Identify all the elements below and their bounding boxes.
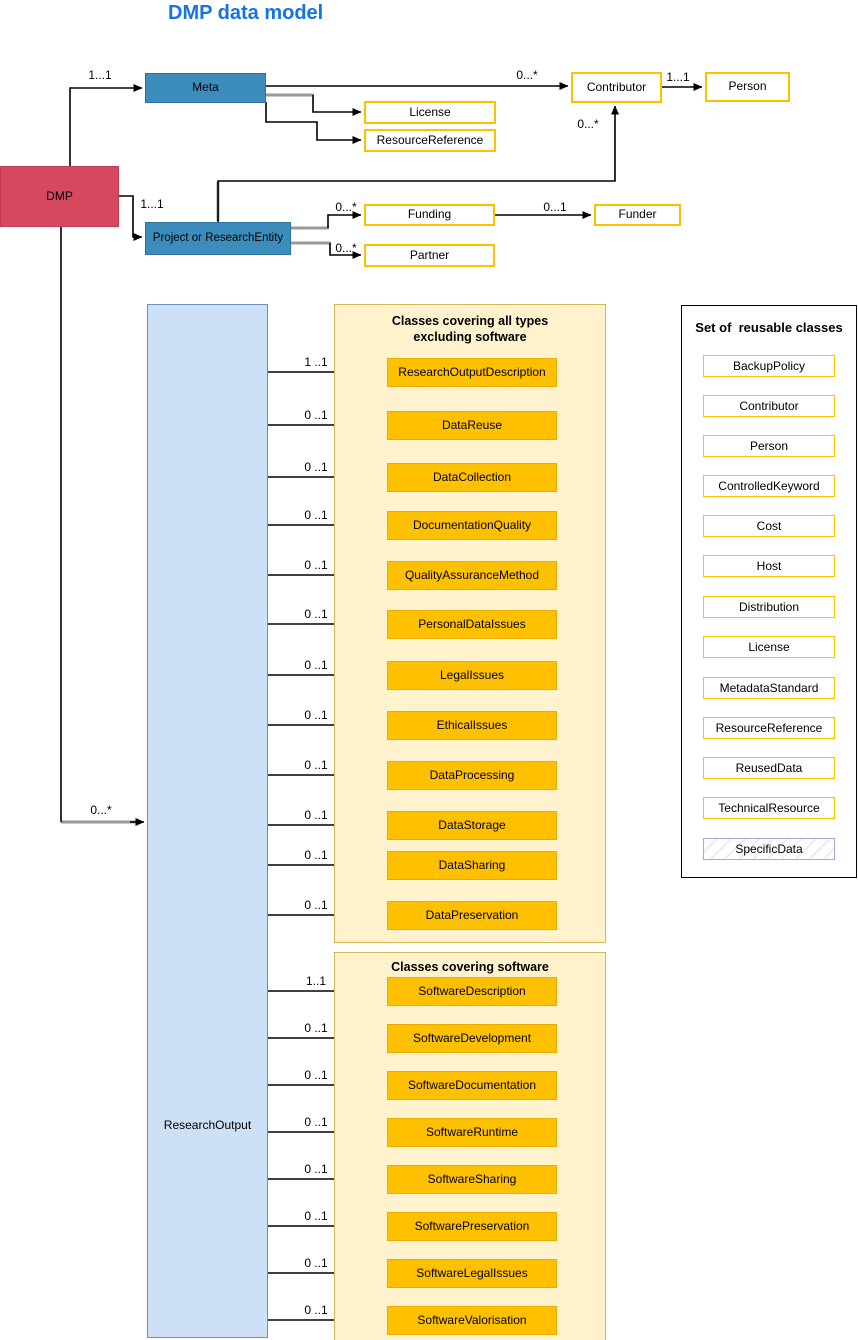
- node-research-output: [147, 304, 268, 1338]
- class-software-description: SoftwareDescription: [387, 977, 557, 1006]
- cardinality-data-reuse: 0 ..1: [304, 408, 328, 422]
- class-legal-issues: LegalIssues: [387, 661, 557, 690]
- cardinality-dmp-research-output: 0...*: [90, 803, 112, 817]
- node-funder: Funder: [594, 204, 681, 226]
- panel-all-types-title: Classes covering all types excluding software: [391, 314, 549, 345]
- cardinality-software-legal-issues: 0 ..1: [304, 1256, 328, 1270]
- class-data-storage: DataStorage: [387, 811, 557, 840]
- cardinality-legal-issues: 0 ..1: [304, 658, 328, 672]
- cardinality-project-contributor: 0...*: [577, 117, 599, 131]
- cardinality-software-development: 0 ..1: [304, 1021, 328, 1035]
- reusable-distribution: Distribution: [703, 596, 835, 618]
- class-software-valorisation: SoftwareValorisation: [387, 1306, 557, 1335]
- cardinality-documentation-quality: 0 ..1: [304, 508, 328, 522]
- cardinality-data-processing: 0 ..1: [304, 758, 328, 772]
- reusable-technical-resource: TechnicalResource: [703, 797, 835, 819]
- node-license: License: [364, 101, 496, 124]
- cardinality-data-preservation: 0 ..1: [304, 898, 328, 912]
- node-project-or-researchentity: Project or ResearchEntity: [145, 222, 291, 255]
- class-documentation-quality: DocumentationQuality: [387, 511, 557, 540]
- class-software-legal-issues: SoftwareLegalIssues: [387, 1259, 557, 1288]
- node-dmp: DMP: [0, 166, 119, 227]
- class-software-preservation: SoftwarePreservation: [387, 1212, 557, 1241]
- reusable-cost: Cost: [703, 515, 835, 537]
- reusable-controlled-keyword: ControlledKeyword: [703, 475, 835, 497]
- reusable-specific-data: SpecificData: [703, 838, 835, 860]
- class-software-development: SoftwareDevelopment: [387, 1024, 557, 1053]
- node-contributor: Contributor: [571, 72, 662, 103]
- reusable-contributor: Contributor: [703, 395, 835, 417]
- cardinality-software-valorisation: 0 ..1: [304, 1303, 328, 1317]
- cardinality-personal-data-issues: 0 ..1: [304, 607, 328, 621]
- cardinality-contributor-person: 1...1: [666, 70, 690, 84]
- cardinality-project-funding: 0...*: [335, 200, 357, 214]
- cardinality-dmp-project: 1...1: [140, 197, 164, 211]
- cardinality-data-storage: 0 ..1: [304, 808, 328, 822]
- class-software-documentation: SoftwareDocumentation: [387, 1071, 557, 1100]
- reusable-license: License: [703, 636, 835, 658]
- class-research-output-description: ResearchOutputDescription: [387, 358, 557, 387]
- cardinality-data-collection: 0 ..1: [304, 460, 328, 474]
- cardinality-research-output-description: 1 ..1: [304, 355, 328, 369]
- cardinality-dmp-meta: 1...1: [88, 68, 112, 82]
- cardinality-software-sharing: 0 ..1: [304, 1162, 328, 1176]
- cardinality-software-runtime: 0 ..1: [304, 1115, 328, 1129]
- cardinality-software-preservation: 0 ..1: [304, 1209, 328, 1223]
- class-ethical-issues: EthicalIssues: [387, 711, 557, 740]
- panel-reusable-classes: [681, 305, 857, 878]
- page-title: DMP data model: [168, 2, 324, 24]
- reusable-resource-reference: ResourceReference: [703, 717, 835, 739]
- reusable-backup-policy: BackupPolicy: [703, 355, 835, 377]
- cardinality-software-description: 1..1: [305, 974, 326, 988]
- class-quality-assurance-method: QualityAssuranceMethod: [387, 561, 557, 590]
- class-data-sharing: DataSharing: [387, 851, 557, 880]
- class-software-runtime: SoftwareRuntime: [387, 1118, 557, 1147]
- cardinality-project-partner: 0...*: [335, 241, 357, 255]
- node-partner: Partner: [364, 244, 495, 267]
- node-resource-reference: ResourceReference: [364, 129, 496, 152]
- node-funding: Funding: [364, 204, 495, 226]
- cardinality-funding-funder: 0...1: [543, 200, 567, 214]
- reusable-host: Host: [703, 555, 835, 577]
- reusable-person: Person: [703, 435, 835, 457]
- research-output-label: ResearchOutput: [163, 1118, 252, 1132]
- reusable-metadata-standard: MetadataStandard: [703, 677, 835, 699]
- panel-reusable-title: Set of reusable classes: [695, 320, 843, 335]
- class-software-sharing: SoftwareSharing: [387, 1165, 557, 1194]
- cardinality-ethical-issues: 0 ..1: [304, 708, 328, 722]
- node-person: Person: [705, 72, 790, 102]
- class-data-reuse: DataReuse: [387, 411, 557, 440]
- reusable-reused-data: ReusedData: [703, 757, 835, 779]
- class-data-preservation: DataPreservation: [387, 901, 557, 930]
- class-personal-data-issues: PersonalDataIssues: [387, 610, 557, 639]
- cardinality-quality-assurance-method: 0 ..1: [304, 558, 328, 572]
- cardinality-data-sharing: 0 ..1: [304, 848, 328, 862]
- panel-software-title: Classes covering software: [391, 960, 549, 974]
- class-data-collection: DataCollection: [387, 463, 557, 492]
- cardinality-software-documentation: 0 ..1: [304, 1068, 328, 1082]
- class-data-processing: DataProcessing: [387, 761, 557, 790]
- node-meta: Meta: [145, 73, 266, 103]
- cardinality-meta-contributor: 0...*: [516, 68, 538, 82]
